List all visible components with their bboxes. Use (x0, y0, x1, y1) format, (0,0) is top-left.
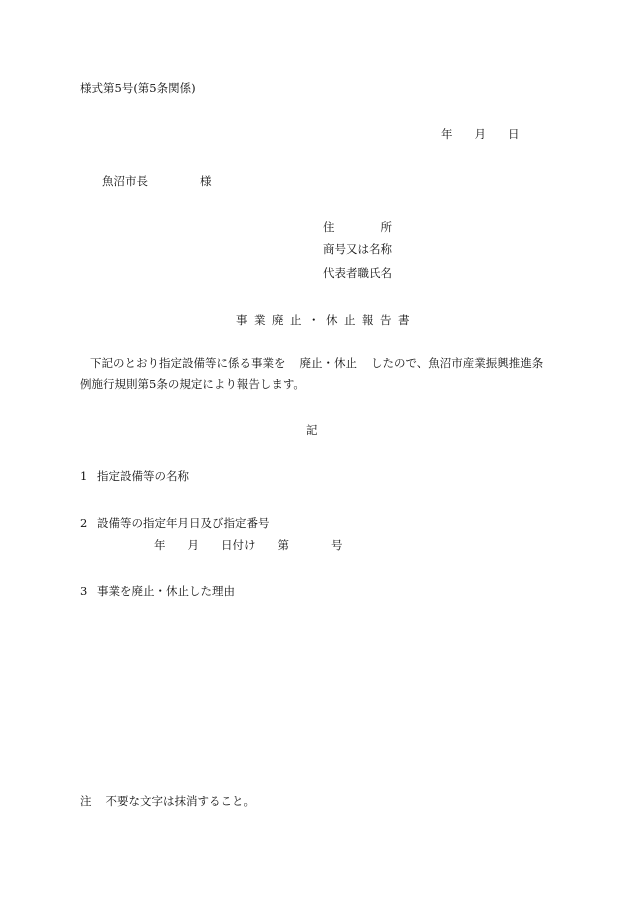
item-number: 1 (80, 469, 88, 483)
body-line-1 (90, 355, 543, 371)
body-options: 廃止・休止 (299, 356, 357, 370)
item-1 (80, 468, 189, 484)
item-3 (80, 583, 235, 599)
applicant-address-label (323, 219, 392, 235)
addressee-honorific: 様 (200, 174, 212, 188)
item-label: 設備等の指定年月日及び指定番号 (97, 516, 270, 530)
item-label: 事業を廃止・休止した理由 (97, 584, 235, 598)
applicant-trade-name-label: 商号又は名称 (323, 242, 392, 256)
date-year: 年 (441, 127, 453, 141)
item-number: 3 (80, 584, 88, 598)
ki-heading: 記 (306, 423, 318, 437)
body-line-1-b: したので、魚沼市産業振興推進条 (371, 356, 544, 370)
item-label: 指定設備等の名称 (97, 469, 189, 483)
body-line-1-a: 下記のとおり指定設備等に係る事業を (90, 356, 286, 370)
body-line-2: 例施行規則第5条の規定により報告します。 (80, 377, 305, 391)
footnote (80, 793, 255, 809)
designation-date-number-line (154, 537, 343, 553)
document-title: 事業廃止・休止報告書 (236, 313, 416, 327)
designation-month: 月 (187, 538, 199, 552)
designation-year: 年 (154, 538, 166, 552)
footnote-prefix: 注 (80, 794, 92, 808)
footnote-text: 不要な文字は抹消すること。 (105, 794, 255, 808)
designation-day: 日付け (221, 538, 256, 552)
date-line (441, 126, 520, 142)
form-number: 様式第5号(第5条関係) (80, 81, 196, 95)
addressee-name: 魚沼市長 (102, 174, 148, 188)
applicant-representative-label: 代表者職氏名 (323, 266, 392, 280)
designation-go: 号 (331, 538, 343, 552)
item-2 (80, 515, 270, 531)
address-label-part2: 所 (380, 220, 392, 234)
item-number: 2 (80, 516, 88, 530)
designation-dai: 第 (277, 538, 289, 552)
date-day: 日 (508, 127, 520, 141)
addressee (102, 173, 212, 189)
date-month: 月 (474, 127, 486, 141)
address-label-part1: 住 (323, 220, 335, 234)
